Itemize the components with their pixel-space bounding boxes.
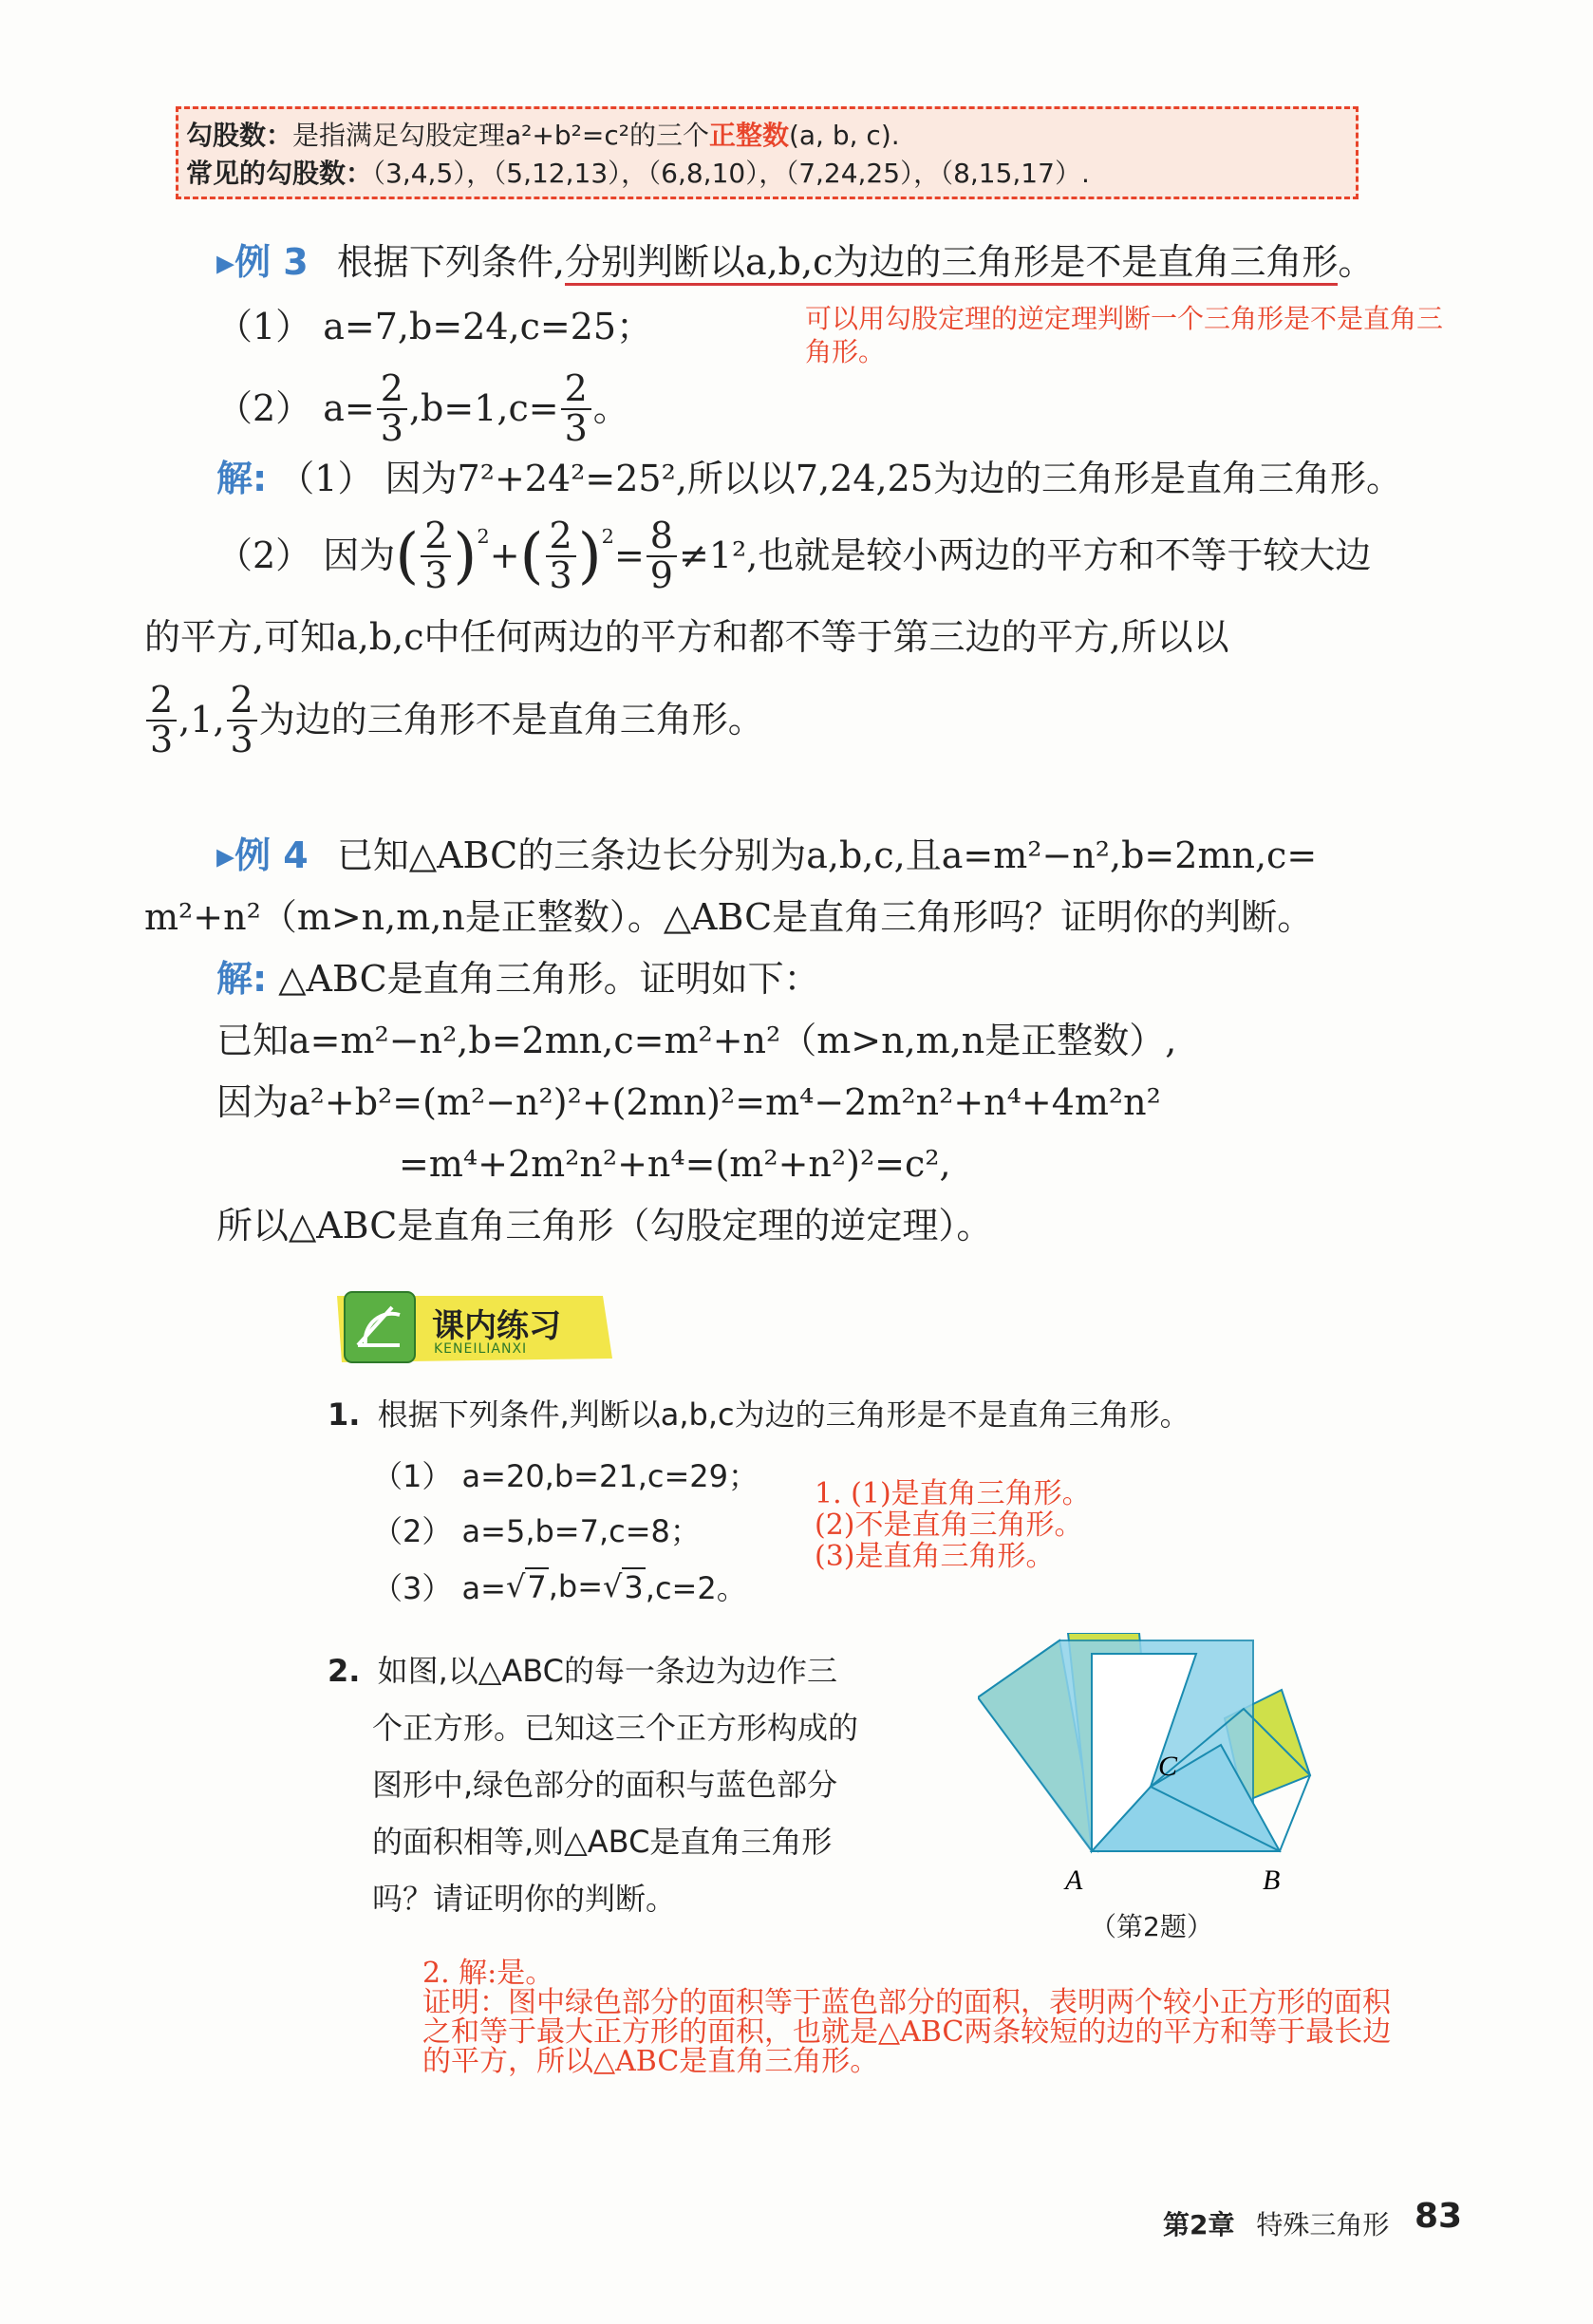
- chapter-title: 特殊三角形: [1256, 2209, 1390, 2240]
- example3-solution-2-line3: [144, 679, 764, 760]
- fraction-two-thirds: [561, 367, 591, 449]
- solution-label: 解:: [216, 458, 268, 499]
- question-number: 1.: [328, 1396, 361, 1433]
- practice-question-1: [328, 1391, 1190, 1434]
- exponent-2: 2: [477, 525, 490, 548]
- common-triples-line: [186, 153, 1090, 191]
- q2-answer-1: 2. 解:是。: [422, 1957, 554, 1990]
- q2-answer-4: 的平方，所以△ABC是直角三角形。: [422, 2045, 879, 2078]
- sol2-after: ≠1²,也就是较小两边的平方和不等于较大边: [678, 534, 1372, 577]
- paren-close: ): [453, 520, 478, 591]
- q1-answer-2: (2)不是直角三角形。: [815, 1509, 1083, 1542]
- frac-num: 8: [647, 517, 677, 557]
- frac-den: 3: [549, 553, 572, 596]
- example3-condition-2: [216, 367, 629, 449]
- frac-num: 2: [561, 370, 591, 410]
- practice-question-2-line4: 的面积相等,则△ABC是直角三角形: [372, 1824, 833, 1860]
- practice-q1-condition-2: （2） a=5,b=7,c=8；: [372, 1513, 701, 1549]
- q2-answer-3: 之和等于最大正方形的面积，也就是△ABC两条较短的边的平方和等于最长边: [422, 2015, 1392, 2049]
- sol2-pre: （2） 因为: [216, 534, 396, 577]
- practice-q1-condition-1: （1） a=20,b=21,c=29；: [372, 1458, 759, 1494]
- sqrt-sign: √: [603, 1568, 623, 1604]
- definition-box: [176, 106, 1359, 199]
- example4-solution-line4: =m⁴+2m²n²+n⁴=(m²+n²)²=c²,: [399, 1143, 951, 1185]
- definition-line: [186, 115, 900, 153]
- frac-num: 2: [146, 682, 177, 722]
- sqrt-sign: √: [505, 1568, 526, 1604]
- q1-answer-1: 1. (1)是直角三角形。: [815, 1477, 1091, 1510]
- practice-question-2-line2: 个正方形。已知这三个正方形构成的: [372, 1710, 859, 1746]
- exponent-2: 2: [601, 525, 614, 548]
- example3-solution-2: [216, 517, 1371, 595]
- cond3-pre: （3） a=: [372, 1570, 506, 1606]
- fraction-eight-ninths: [647, 517, 677, 595]
- sol2-plus: +: [489, 534, 520, 577]
- q1-answer-3: (3)是直角三角形。: [815, 1540, 1055, 1573]
- example4-question-line2: m²+n²（m>n,m,n是正整数）。△ABC是直角三角形吗？证明你的判断。: [144, 896, 1314, 938]
- example4-solution-line2: 已知a=m²−n²,b=2mn,c=m²+n²（m>n,m,n是正整数）,: [216, 1020, 1177, 1061]
- frac-den: 3: [380, 406, 403, 449]
- frac-num: 2: [546, 517, 576, 557]
- sol2-equals: =: [613, 534, 645, 577]
- line3-mid: ,1,: [178, 699, 225, 741]
- common-triples-values: （3,4,5），（5,12,13），（6,8,10），（7,24,25），（8,15,17）.: [372, 158, 1090, 189]
- fraction-two-thirds: [227, 679, 257, 760]
- example3-question: [216, 237, 1374, 288]
- example3-label: ▸例 3: [216, 241, 309, 283]
- frac-num: 2: [377, 370, 407, 410]
- example4-solution-line3: 因为a²+b²=(m²−n²)²+(2mn)²=m⁴−2m²n²+n⁴+4m²n²: [216, 1081, 1161, 1123]
- practice-badge-title: 课内练习: [432, 1307, 561, 1345]
- solution-1-text: （1） 因为7²+24²=25²,所以以7,24,25为边的三角形是直角三角形。: [278, 458, 1402, 499]
- example4-sol-text: △ABC是直角三角形。证明如下：: [278, 958, 820, 1000]
- label-a: A: [1065, 1865, 1083, 1896]
- chapter-number: 第2章: [1163, 2209, 1235, 2240]
- example3-question-pre: 根据下列条件,: [336, 241, 565, 283]
- solution-label: 解:: [216, 958, 268, 1000]
- frac-num: 2: [421, 517, 451, 557]
- paren-open: (: [395, 520, 420, 591]
- q2-answer-2: 证明：图中绿色部分的面积等于蓝色部分的面积，表明两个较小正方形的面积: [422, 1986, 1391, 2019]
- frac-den: 3: [424, 553, 448, 596]
- example4-solution-line1: [216, 954, 820, 1004]
- definition-term: 勾股数：: [186, 120, 293, 151]
- frac-den: 3: [564, 406, 588, 449]
- cond3-end: ,c=2。: [645, 1570, 747, 1606]
- definition-tail: (a, b, c).: [788, 120, 900, 151]
- frac-den: 3: [150, 718, 174, 760]
- fraction-two-thirds: [377, 367, 407, 449]
- frac-den: 3: [230, 718, 253, 760]
- fraction-two-thirds: [146, 679, 177, 760]
- example4-solution-line5: 所以△ABC是直角三角形（勾股定理的逆定理）。: [216, 1205, 993, 1246]
- practice-question-2-line5: 吗？请证明你的判断。: [372, 1881, 677, 1917]
- question-number: 2.: [328, 1653, 361, 1689]
- footer-chapter: [1163, 2204, 1389, 2242]
- example4-question-line1: [216, 831, 1317, 881]
- fraction-two-thirds: [421, 517, 451, 595]
- practice-q1-condition-3: [372, 1565, 747, 1608]
- sqrt-radicand: 3: [624, 1569, 644, 1605]
- frac-num: 2: [227, 682, 257, 722]
- label-c: C: [1158, 1751, 1178, 1782]
- paren-open: (: [519, 520, 544, 591]
- example3-solution-2-line2: 的平方,可知a,b,c中任何两边的平方和都不等于第三边的平方,所以以: [144, 616, 1229, 658]
- frac-den: 9: [649, 553, 673, 596]
- label-b: B: [1263, 1865, 1281, 1896]
- practice-badge: [337, 1286, 612, 1368]
- line3-end: 为边的三角形不是直角三角形。: [258, 699, 764, 741]
- cond3-mid: ,b=: [548, 1568, 604, 1604]
- example3-solution-1: [216, 454, 1402, 504]
- question-text: 如图,以△ABC的每一条边为边作三: [377, 1653, 838, 1689]
- paren-close: ): [577, 520, 602, 591]
- example3-question-end: 。: [1338, 241, 1375, 283]
- common-triples-label: 常见的勾股数：: [186, 158, 373, 189]
- question-text: 根据下列条件,判断以a,b,c为边的三角形是不是直角三角形。: [377, 1396, 1190, 1433]
- practice-badge-subtitle: KENEILIANXI: [434, 1341, 528, 1357]
- sqrt-radicand: 7: [527, 1569, 547, 1605]
- cond2-mid: ,b=1,c=: [408, 387, 559, 430]
- page-number: 83: [1415, 2197, 1463, 2236]
- fraction-two-thirds: [546, 517, 576, 595]
- practice-question-2-line1: [328, 1647, 837, 1691]
- definition-highlight: 正整数: [708, 120, 789, 151]
- example3-note: 可以用勾股定理的逆定理判断一个三角形是不是直角三角形。: [805, 303, 1444, 367]
- example3-question-underlined: 分别判断以a,b,c为边的三角形是不是直角三角形: [565, 241, 1338, 286]
- definition-text: 是指满足勾股定理a²+b²=c²的三个: [292, 120, 709, 151]
- example4-label: ▸例 4: [216, 834, 309, 876]
- example3-condition-1: （1） a=7,b=24,c=25；: [216, 306, 653, 347]
- pythagorean-squares-figure: [978, 1633, 1386, 1918]
- figure-caption: （第2题）: [1090, 1911, 1213, 1942]
- practice-question-2-line3: 图形中,绿色部分的面积与蓝色部分: [372, 1767, 838, 1803]
- cond2-end: 。: [592, 387, 629, 430]
- example4-question-text: 已知△ABC的三条边长分别为a,b,c,且a=m²−n²,b=2mn,c=: [336, 834, 1318, 876]
- cond2-pre: （2） a=: [216, 387, 375, 430]
